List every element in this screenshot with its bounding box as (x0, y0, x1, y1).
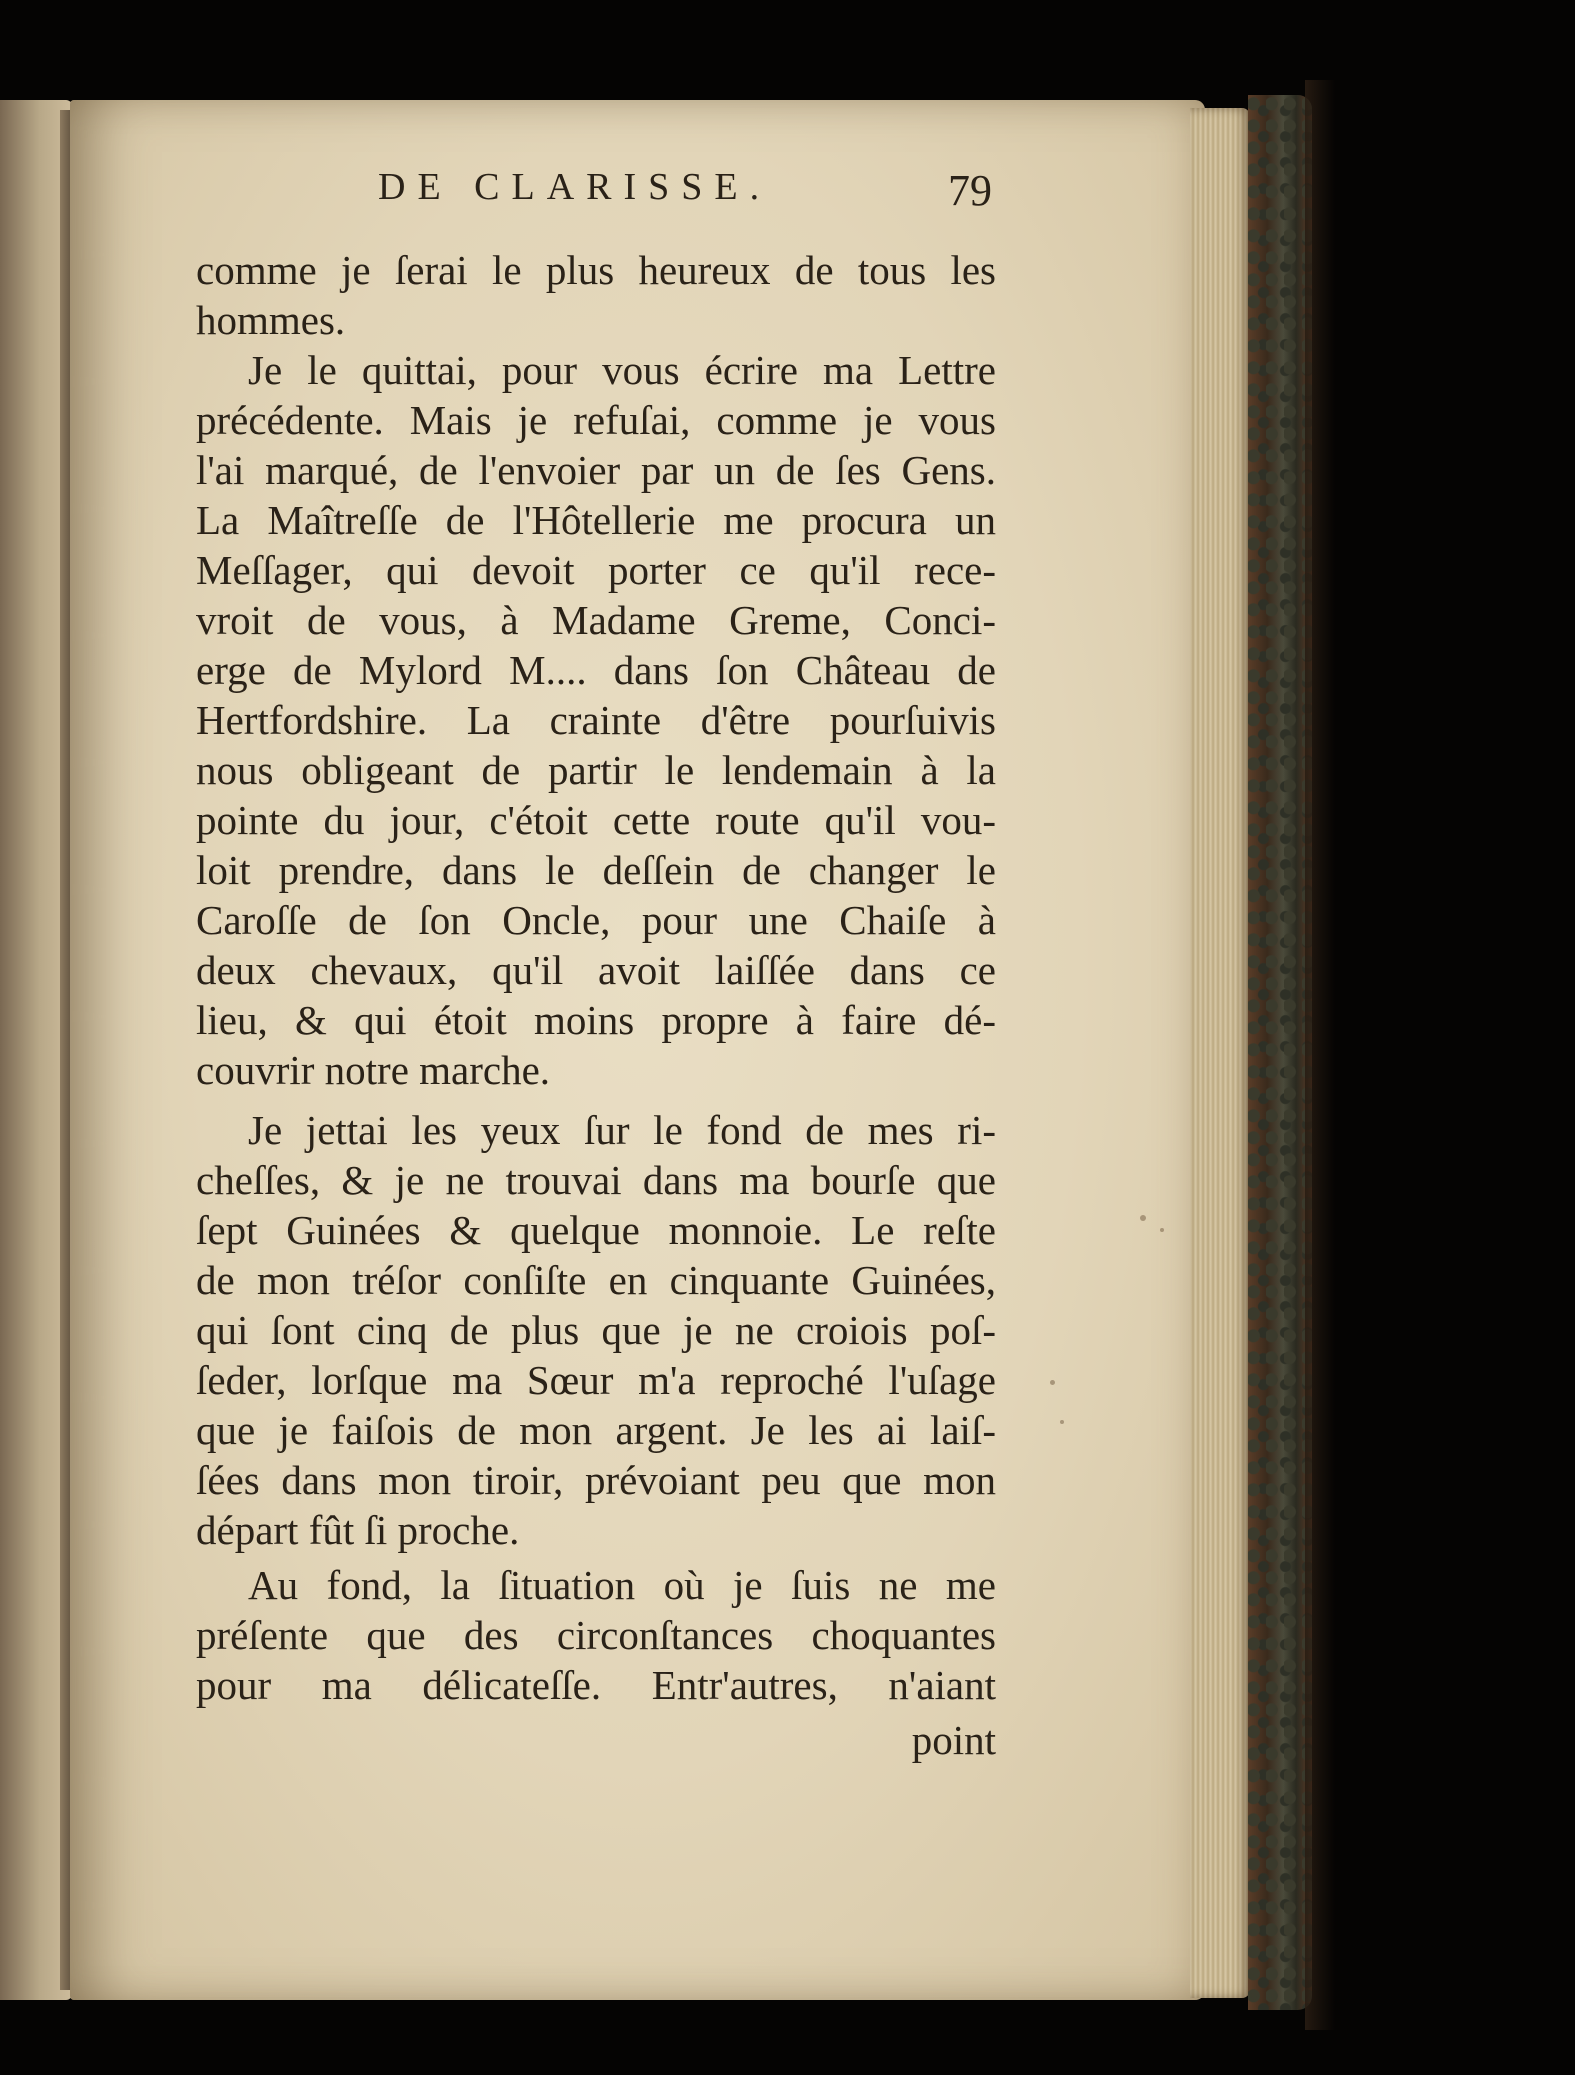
text-line: couvrir notre marche. (196, 1047, 551, 1093)
text-line: l'ai marqué, de l'envoier par un de ſes Gens. (196, 447, 996, 493)
text-line: La Maîtreſſe de l'Hôtellerie me procura un (196, 497, 996, 543)
running-head: DE CLARISSE. (378, 166, 772, 208)
page-number: 79 (948, 166, 992, 215)
catchword: point (911, 1717, 996, 1763)
text-line: nous obligeant de partir le lendemain à la (196, 747, 996, 793)
text-line: ſées dans mon tiroir, prévoiant peu que mon (196, 1457, 996, 1503)
text-line: Je le quittai, pour vous écrire ma Lettre (248, 347, 996, 393)
text-line: hommes. (196, 297, 346, 343)
text-line: Hertfordshire. La crainte d'être pourſuivis (196, 697, 996, 743)
text-line: comme je ſerai le plus heureux de tous les (196, 247, 996, 293)
text-line: deux chevaux, qu'il avoit laiſſée dans ce (196, 947, 996, 993)
text-line: vroit de vous, à Madame Greme, Conci- (196, 597, 996, 643)
text-line: pointe du jour, c'étoit cette route qu'il vou- (196, 797, 996, 843)
text-line: Je jettai les yeux ſur le fond de mes ri- (248, 1107, 996, 1153)
text-line: erge de Mylord M.... dans ſon Château de (196, 647, 996, 693)
text-line: Meſſager, qui devoit porter ce qu'il rece- (196, 547, 996, 593)
text-line: que je faiſois de mon argent. Je les ai laiſ- (196, 1407, 996, 1453)
text-line: loit prendre, dans le deſſein de changer le (196, 847, 996, 893)
text-line: Caroſſe de ſon Oncle, pour une Chaiſe à (196, 897, 996, 943)
text-line: départ fût ſi proche. (196, 1507, 520, 1553)
text-line: ſeder, lorſque ma Sœur m'a reproché l'uſage (196, 1357, 996, 1403)
text-line: Au fond, la ſituation où je ſuis ne me (248, 1562, 996, 1608)
page-header (0, 165, 1575, 225)
text-line: précédente. Mais je refuſai, comme je vous (196, 397, 996, 443)
text-line: ſept Guinées & quelque monnoie. Le reſte (196, 1207, 996, 1253)
text-line: cheſſes, & je ne trouvai dans ma bourſe que (196, 1157, 996, 1203)
text-line: lieu, & qui étoit moins propre à faire dé- (196, 997, 996, 1043)
text-line: préſente que des circonſtances choquantes (196, 1612, 996, 1658)
text-line: pour ma délicateſſe. Entr'autres, n'aiant (196, 1662, 996, 1708)
text-line: de mon tréſor conſiſte en cinquante Guinées, (196, 1257, 996, 1303)
text-line: qui ſont cinq de plus que je ne croiois poſ- (196, 1307, 996, 1353)
